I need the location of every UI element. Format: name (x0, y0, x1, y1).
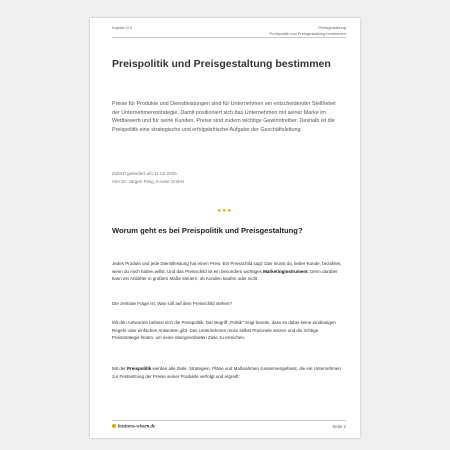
last-changed-date: Zuletzt geändert am 11.02.2025 (112, 171, 177, 176)
page-title: Preispolitik und Preisgestaltung bestimmen (112, 58, 331, 70)
section-heading: Worum geht es bei Preispolitik und Preisgestaltung? (112, 226, 303, 235)
body-paragraph-3: Mit den Antworten befasst sich die Preispolitik. Der Begriff „Politik" zeigt bereits, dass es dabei keine eindeutigen Regeln oder einfachen Antworten gibt. Das Unternehmen muss selbst Preisziele setzen und die richtige Preisstrategie finden, um seine übergeordneten Ziele zu erreichen. (112, 320, 336, 341)
paragraph-text: Mit der (112, 366, 128, 371)
footer-logo (112, 424, 155, 430)
footer-divider (112, 420, 346, 421)
paragraph-text: Jedes Produkt und jede Dienstleistung hat einen Preis. Ein Preisschild sagt: Das musst du, lieber Kunde, bezahlen, wenn du mich haben willst. Und das Preisschild ist ein besonders wichtiges (112, 261, 342, 274)
section-label: Preisgestaltung (318, 25, 346, 30)
paragraph-text: werden alle Ziele, Strategien, Pläne und Maßnahmen zusammengefasst, die ein Unternehmen zur Festsetzung der Preise seiner Produkte verfolgt und ergreift: (112, 366, 341, 379)
subsection-label: Preispolitik und Preisgestaltung bestimmen (269, 30, 346, 36)
logo-text: business-wissen.de (118, 424, 156, 430)
bold-term-marketinginstrument: Marketinginstrument (263, 268, 308, 274)
author-line: Von Dr. Jürgen Fleig, b-wise GmbH (112, 178, 184, 184)
article-meta (112, 170, 342, 185)
logo-dot-icon (112, 424, 116, 428)
header-divider (112, 37, 346, 38)
document-page (90, 18, 360, 438)
intro-paragraph: Preise für Produkte und Dienstleistungen sind für Unternehmen ein entscheidender Stellhebel der Unternehmensstrategie. Damit positioniert sich das Unternehmen mit seiner Marke im Wettbewerb und für seine Kunden. Preise sind zudem wichtige Gewinntreiber. Deshalb ist die Preispolitik eine strategische und erfolgskritische Aufgabe der Geschäftsleitung. (112, 101, 336, 134)
page-number: Seite 2 (332, 424, 346, 429)
body-paragraph-4 (112, 365, 344, 380)
bold-term-preispolitik: Preispolitik (127, 366, 152, 371)
body-paragraph-2: Die zentrale Frage ist: Was soll auf dem Preisschild stehen? (112, 301, 232, 306)
paragraph-text: . Denn darüber kann ein Anbieter in großem Maße steuern, ob Kunden kaufen oder nicht. (112, 268, 338, 282)
chapter-label: Kapitel 074 (112, 25, 133, 30)
header-section (270, 25, 346, 36)
body-paragraph-1 (112, 260, 344, 283)
separator-dots: ●●● (217, 208, 233, 214)
